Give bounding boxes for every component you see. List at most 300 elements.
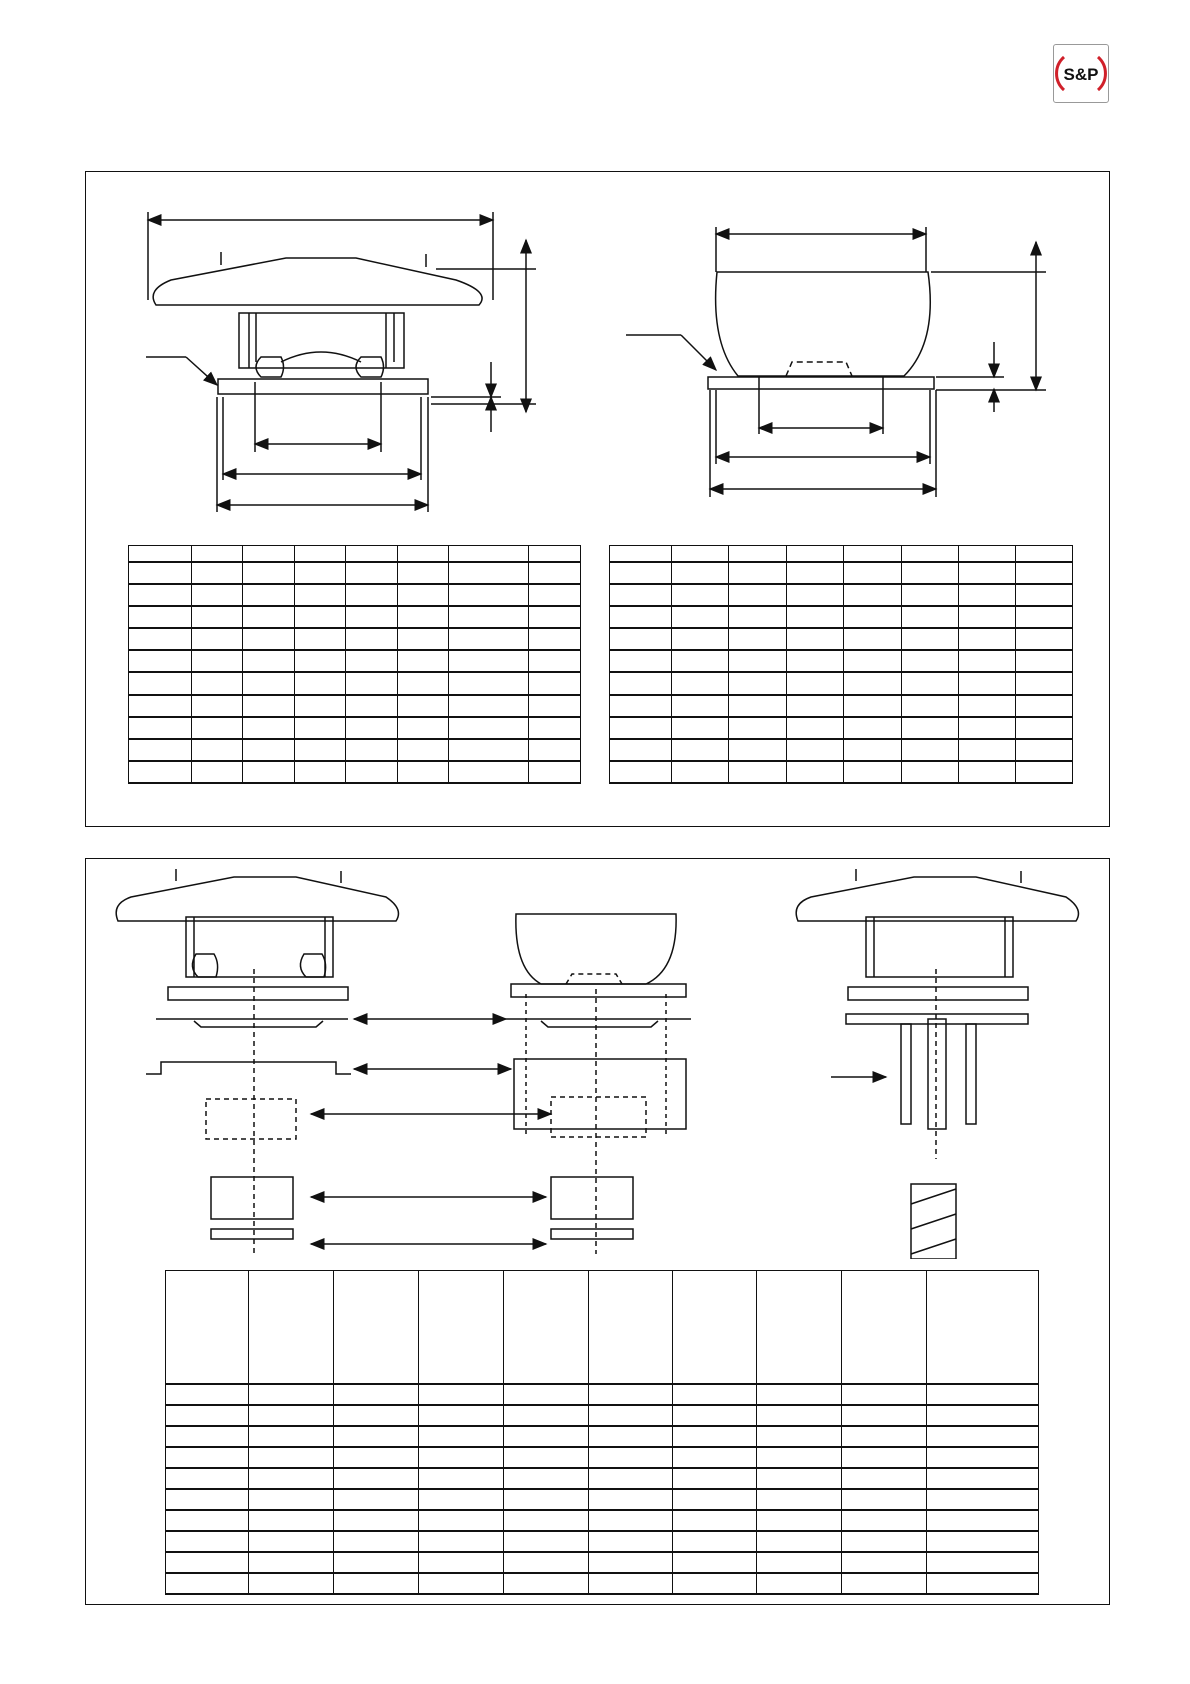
- table-cell: [249, 1426, 334, 1447]
- table-cell: [673, 1468, 757, 1489]
- table-cell: [787, 628, 844, 650]
- table-cell: [672, 739, 729, 761]
- table-row: [129, 628, 581, 650]
- table-cell: [589, 1405, 673, 1426]
- table-cell: [192, 562, 243, 584]
- table-row: [610, 761, 1073, 783]
- bowl-fan-drawing: [626, 227, 1046, 497]
- table-cell: [243, 628, 295, 650]
- table-cell: [729, 562, 787, 584]
- table-cell: [398, 562, 449, 584]
- table-row: [166, 1426, 1039, 1447]
- table-cell: [959, 584, 1016, 606]
- table-cell: [787, 672, 844, 694]
- table-cell: [672, 761, 729, 783]
- table-cell: [844, 628, 902, 650]
- table-cell: [449, 546, 529, 563]
- table-header-row: [166, 1271, 1039, 1385]
- table-cell: [529, 672, 581, 694]
- table-cell: [398, 546, 449, 563]
- table-cell: [959, 672, 1016, 694]
- table-cell: [610, 606, 672, 628]
- table-row: [610, 584, 1073, 606]
- table-cell: [249, 1271, 334, 1385]
- table-cell: [672, 695, 729, 717]
- table-cell: [249, 1573, 334, 1594]
- table-cell: [295, 584, 346, 606]
- table-cell: [673, 1426, 757, 1447]
- table-cell: [166, 1552, 249, 1573]
- table-cell: [295, 650, 346, 672]
- table-cell: [959, 562, 1016, 584]
- table-cell: [927, 1531, 1039, 1552]
- table-cell: [842, 1489, 927, 1510]
- table-cell: [419, 1489, 504, 1510]
- table-cell: [673, 1405, 757, 1426]
- table-cell: [757, 1447, 842, 1468]
- table-cell: [757, 1531, 842, 1552]
- table-cell: [249, 1552, 334, 1573]
- table-cell: [844, 584, 902, 606]
- table-cell: [295, 628, 346, 650]
- table-cell: [398, 761, 449, 783]
- table-cell: [844, 546, 902, 563]
- table-cell: [729, 761, 787, 783]
- table-cell: [129, 739, 192, 761]
- table-cell: [589, 1447, 673, 1468]
- table-cell: [757, 1510, 842, 1531]
- table-cell: [673, 1384, 757, 1405]
- rooftop-fan-stack-right: [796, 869, 1078, 1259]
- table-row: [610, 672, 1073, 694]
- table-cell: [419, 1510, 504, 1531]
- table-cell: [589, 1271, 673, 1385]
- table-cell: [589, 1573, 673, 1594]
- table-cell: [419, 1271, 504, 1385]
- table-cell: [529, 717, 581, 739]
- table-cell: [844, 717, 902, 739]
- table-cell: [1016, 584, 1073, 606]
- table-cell: [529, 695, 581, 717]
- table-cell: [589, 1384, 673, 1405]
- table-cell: [1016, 650, 1073, 672]
- table-cell: [729, 584, 787, 606]
- table-cell: [902, 628, 959, 650]
- table-cell: [902, 546, 959, 563]
- table-cell: [166, 1447, 249, 1468]
- table-cell: [729, 717, 787, 739]
- table-cell: [129, 672, 192, 694]
- table-cell: [419, 1426, 504, 1447]
- table-cell: [398, 672, 449, 694]
- table-cell: [504, 1552, 589, 1573]
- table-cell: [927, 1468, 1039, 1489]
- table-cell: [757, 1552, 842, 1573]
- table-cell: [589, 1552, 673, 1573]
- table-cell: [927, 1573, 1039, 1594]
- table-cell: [673, 1271, 757, 1385]
- table-cell: [610, 761, 672, 783]
- table-cell: [672, 672, 729, 694]
- accessories-drawing: [86, 859, 1111, 1259]
- table-cell: [346, 650, 398, 672]
- table-cell: [902, 584, 959, 606]
- table-cell: [672, 628, 729, 650]
- table-cell: [243, 672, 295, 694]
- table-cell: [243, 584, 295, 606]
- table-cell: [902, 562, 959, 584]
- table-cell: [398, 628, 449, 650]
- table-cell: [243, 761, 295, 783]
- table-cell: [192, 650, 243, 672]
- table-cell: [1016, 628, 1073, 650]
- table-cell: [166, 1271, 249, 1385]
- table-cell: [419, 1384, 504, 1405]
- table-cell: [959, 546, 1016, 563]
- dimension-drawings: [86, 172, 1111, 532]
- table-row: [129, 562, 581, 584]
- table-row: [166, 1552, 1039, 1573]
- table-cell: [529, 546, 581, 563]
- table-cell: [842, 1271, 927, 1385]
- table-cell: [729, 672, 787, 694]
- table-cell: [129, 584, 192, 606]
- table-cell: [757, 1271, 842, 1385]
- table-cell: [449, 717, 529, 739]
- table-cell: [842, 1384, 927, 1405]
- table-cell: [927, 1489, 1039, 1510]
- table-cell: [902, 650, 959, 672]
- table-cell: [166, 1531, 249, 1552]
- table-cell: [902, 672, 959, 694]
- table-cell: [610, 628, 672, 650]
- table-cell: [842, 1531, 927, 1552]
- table-cell: [610, 672, 672, 694]
- table-cell: [192, 672, 243, 694]
- table-cell: [295, 606, 346, 628]
- table-row: [610, 717, 1073, 739]
- table-cell: [398, 695, 449, 717]
- table-cell: [334, 1384, 419, 1405]
- table-cell: [844, 672, 902, 694]
- table-cell: [927, 1405, 1039, 1426]
- table-cell: [842, 1447, 927, 1468]
- table-cell: [334, 1426, 419, 1447]
- table-cell: [166, 1405, 249, 1426]
- table-cell: [243, 695, 295, 717]
- table-cell: [504, 1468, 589, 1489]
- table-cell: [334, 1405, 419, 1426]
- bowl-fan-stack-middle: [506, 914, 691, 1254]
- table-cell: [729, 739, 787, 761]
- table-cell: [192, 606, 243, 628]
- table-cell: [129, 628, 192, 650]
- table-cell: [249, 1384, 334, 1405]
- table-row: [610, 739, 1073, 761]
- table-cell: [529, 606, 581, 628]
- table-cell: [589, 1489, 673, 1510]
- table-cell: [346, 672, 398, 694]
- table-cell: [166, 1426, 249, 1447]
- table-cell: [927, 1271, 1039, 1385]
- table-cell: [504, 1489, 589, 1510]
- table-cell: [1016, 562, 1073, 584]
- table-cell: [842, 1510, 927, 1531]
- table-cell: [419, 1468, 504, 1489]
- table-cell: [449, 650, 529, 672]
- table-cell: [166, 1489, 249, 1510]
- table-cell: [449, 562, 529, 584]
- sp-logo-icon: [1054, 45, 1108, 102]
- table-cell: [504, 1384, 589, 1405]
- table-cell: [249, 1531, 334, 1552]
- table-cell: [295, 546, 346, 563]
- table-cell: [729, 606, 787, 628]
- table-cell: [295, 672, 346, 694]
- table-cell: [295, 761, 346, 783]
- table-cell: [787, 650, 844, 672]
- table-cell: [346, 717, 398, 739]
- table-row: [129, 695, 581, 717]
- table-cell: [1016, 739, 1073, 761]
- table-cell: [243, 717, 295, 739]
- table-cell: [419, 1447, 504, 1468]
- accessories-table: [165, 1270, 1039, 1595]
- table-cell: [844, 562, 902, 584]
- table-cell: [295, 739, 346, 761]
- table-cell: [192, 546, 243, 563]
- table-cell: [902, 606, 959, 628]
- table-cell: [787, 761, 844, 783]
- table-cell: [192, 717, 243, 739]
- table-cell: [334, 1552, 419, 1573]
- table-cell: [334, 1489, 419, 1510]
- table-cell: [129, 761, 192, 783]
- table-cell: [729, 628, 787, 650]
- table-cell: [129, 606, 192, 628]
- accessories-panel: [85, 858, 1110, 1605]
- table-cell: [787, 546, 844, 563]
- table-row: [129, 672, 581, 694]
- table-cell: [129, 650, 192, 672]
- table-row: [166, 1384, 1039, 1405]
- table-cell: [249, 1510, 334, 1531]
- table-row: [129, 739, 581, 761]
- table-cell: [334, 1468, 419, 1489]
- table-cell: [902, 717, 959, 739]
- table-row: [166, 1468, 1039, 1489]
- table-cell: [334, 1271, 419, 1385]
- table-row: [610, 606, 1073, 628]
- table-cell: [610, 739, 672, 761]
- table-cell: [842, 1573, 927, 1594]
- table-cell: [346, 546, 398, 563]
- table-cell: [589, 1510, 673, 1531]
- table-cell: [757, 1489, 842, 1510]
- table-cell: [757, 1468, 842, 1489]
- rooftop-fan-drawing: [146, 212, 536, 512]
- table-cell: [672, 584, 729, 606]
- table-cell: [449, 761, 529, 783]
- table-cell: [449, 584, 529, 606]
- table-cell: [529, 761, 581, 783]
- table-cell: [902, 695, 959, 717]
- table-cell: [529, 628, 581, 650]
- table-cell: [844, 650, 902, 672]
- table-cell: [673, 1552, 757, 1573]
- table-cell: [729, 546, 787, 563]
- table-cell: [398, 717, 449, 739]
- table-cell: [529, 739, 581, 761]
- table-cell: [346, 695, 398, 717]
- left-dimension-table: [128, 545, 581, 784]
- table-cell: [757, 1405, 842, 1426]
- table-cell: [1016, 606, 1073, 628]
- table-cell: [842, 1552, 927, 1573]
- table-cell: [927, 1510, 1039, 1531]
- table-cell: [959, 739, 1016, 761]
- dimensions-panel: [85, 171, 1110, 827]
- table-cell: [166, 1510, 249, 1531]
- table-cell: [1016, 546, 1073, 563]
- table-cell: [672, 606, 729, 628]
- table-cell: [729, 650, 787, 672]
- table-cell: [334, 1510, 419, 1531]
- table-cell: [729, 695, 787, 717]
- table-cell: [610, 695, 672, 717]
- table-row: [166, 1447, 1039, 1468]
- table-cell: [504, 1573, 589, 1594]
- table-cell: [610, 584, 672, 606]
- table-cell: [398, 650, 449, 672]
- table-cell: [529, 650, 581, 672]
- svg-text:S&P: S&P: [1063, 65, 1099, 84]
- table-cell: [504, 1426, 589, 1447]
- table-cell: [192, 628, 243, 650]
- table-cell: [842, 1405, 927, 1426]
- table-cell: [842, 1468, 927, 1489]
- table-row: [610, 546, 1073, 563]
- table-row: [166, 1573, 1039, 1594]
- table-cell: [672, 546, 729, 563]
- table-cell: [243, 606, 295, 628]
- table-cell: [787, 584, 844, 606]
- table-cell: [243, 739, 295, 761]
- table-cell: [673, 1489, 757, 1510]
- table-cell: [346, 628, 398, 650]
- table-cell: [610, 717, 672, 739]
- table-cell: [192, 584, 243, 606]
- table-cell: [166, 1573, 249, 1594]
- table-cell: [529, 584, 581, 606]
- table-cell: [959, 628, 1016, 650]
- table-cell: [346, 606, 398, 628]
- table-cell: [295, 695, 346, 717]
- table-cell: [672, 650, 729, 672]
- table-row: [129, 606, 581, 628]
- table-row: [166, 1510, 1039, 1531]
- table-cell: [610, 562, 672, 584]
- table-cell: [672, 717, 729, 739]
- table-cell: [672, 562, 729, 584]
- table-cell: [249, 1468, 334, 1489]
- table-cell: [346, 739, 398, 761]
- table-cell: [243, 562, 295, 584]
- table-cell: [673, 1447, 757, 1468]
- table-cell: [398, 584, 449, 606]
- table-cell: [346, 584, 398, 606]
- table-cell: [504, 1405, 589, 1426]
- table-cell: [243, 546, 295, 563]
- table-cell: [295, 717, 346, 739]
- table-cell: [249, 1489, 334, 1510]
- table-cell: [959, 606, 1016, 628]
- table-cell: [844, 695, 902, 717]
- table-cell: [419, 1573, 504, 1594]
- table-cell: [129, 562, 192, 584]
- table-cell: [192, 739, 243, 761]
- table-cell: [504, 1531, 589, 1552]
- table-cell: [398, 739, 449, 761]
- table-cell: [129, 717, 192, 739]
- table-cell: [927, 1426, 1039, 1447]
- table-cell: [249, 1447, 334, 1468]
- table-cell: [959, 695, 1016, 717]
- table-cell: [449, 628, 529, 650]
- table-cell: [959, 650, 1016, 672]
- table-cell: [787, 717, 844, 739]
- table-cell: [757, 1426, 842, 1447]
- table-row: [129, 717, 581, 739]
- sp-logo: [1053, 44, 1109, 103]
- table-cell: [449, 606, 529, 628]
- table-cell: [844, 761, 902, 783]
- table-cell: [927, 1384, 1039, 1405]
- table-cell: [842, 1426, 927, 1447]
- table-cell: [449, 739, 529, 761]
- table-row: [610, 562, 1073, 584]
- table-cell: [504, 1271, 589, 1385]
- table-cell: [295, 562, 346, 584]
- table-cell: [449, 672, 529, 694]
- table-cell: [757, 1573, 842, 1594]
- table-cell: [419, 1405, 504, 1426]
- table-cell: [419, 1552, 504, 1573]
- table-cell: [673, 1510, 757, 1531]
- table-cell: [844, 606, 902, 628]
- table-cell: [504, 1447, 589, 1468]
- table-cell: [243, 650, 295, 672]
- table-cell: [589, 1531, 673, 1552]
- table-cell: [1016, 695, 1073, 717]
- table-cell: [449, 695, 529, 717]
- table-cell: [1016, 761, 1073, 783]
- table-cell: [166, 1468, 249, 1489]
- table-cell: [398, 606, 449, 628]
- table-cell: [334, 1531, 419, 1552]
- table-cell: [129, 695, 192, 717]
- table-row: [610, 650, 1073, 672]
- table-cell: [757, 1384, 842, 1405]
- table-row: [166, 1405, 1039, 1426]
- table-cell: [166, 1384, 249, 1405]
- table-cell: [787, 562, 844, 584]
- right-dimension-table: [609, 545, 1073, 784]
- table-row: [166, 1489, 1039, 1510]
- table-cell: [673, 1531, 757, 1552]
- table-cell: [673, 1573, 757, 1594]
- table-cell: [249, 1405, 334, 1426]
